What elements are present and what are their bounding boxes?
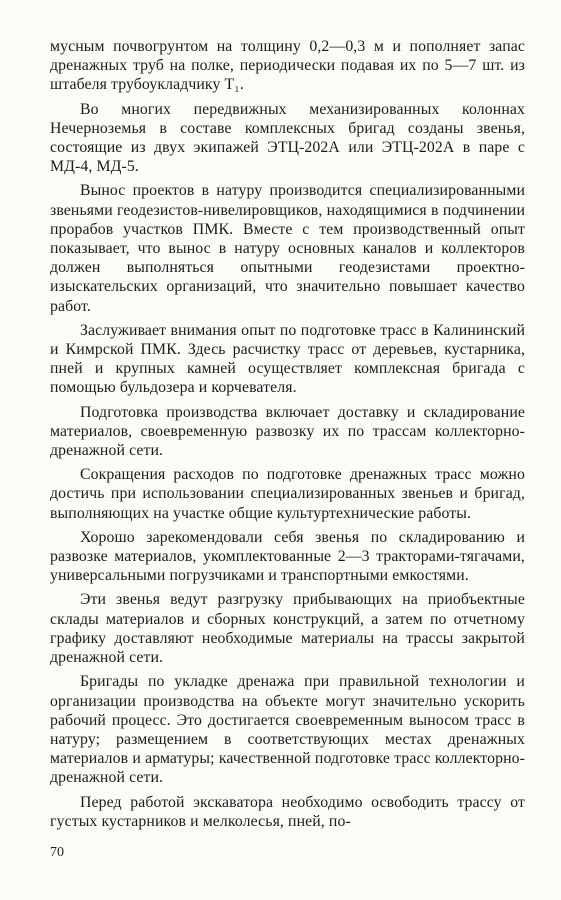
- paragraph-production-preparation: Подготовка производства включает доставку и складирование материалов, своевременную развозку их по трассам коллекторно-дренажной сети.: [50, 403, 525, 460]
- page-body: [50, 37, 525, 836]
- paragraph-cost-reduction: Сокращения расходов по подготовке дренажных трасс можно достичь при использовании специализированных звеньев и бригад, выполняющих на участке общие культуртехнические работы.: [50, 466, 525, 522]
- paragraph-excavator-work: Перед работой экскаватора необходимо освободить трассу от густых кустарников и мелколесья, пней, по-: [50, 793, 525, 830]
- paragraph-brigade-composition: Во многих передвижных механизированных колоннах Нечерноземья в составе комплексных бригад созданы звенья, состоящие из двух экипажей ЭТЦ-202А или ЭТЦ-202А в паре с МД-4, МД-5.: [50, 100, 525, 176]
- paragraph-drainage-brigades: Бригады по укладке дренажа при правильной технологии и организации производства на объекте могут значительно ускорить рабочий процесс. Это достигается своевременным выносом трасс в натуру; размещением в соответствующих местах дренажных материалов и арматуры; качественной подготовке трасс коллекторно-дренажной сети.: [50, 673, 525, 787]
- page-number: 70: [50, 845, 64, 860]
- paragraph-storage-units: Хорошо зарекомендовали себя звенья по складированию и развозке материалов, укомплектованные 2—3 тракторами-тягачами, универсальными погрузчиками и транспортными емкостями.: [50, 528, 525, 585]
- paragraph-project-layout: Вынос проектов в натуру производится специализированными звеньями геодезистов-нивелировщиков, находящимися в подчинении прорабов участков ПМК. Вместе с тем производственный опыт показывает, что вынос в натуру основных каналов и коллекторов должен выполняться опытными геодезистами проектно-изыскательских организаций, что значительно повышает качество работ.: [50, 182, 525, 315]
- paragraph-route-preparation: Заслуживает внимания опыт по подготовке трасс в Калининский и Кимрской ПМК. Здесь расчистку трасс от деревьев, кустарника, пней и крупных камней осуществляет комплексная бригада с помощью бульдозера и корчевателя.: [50, 321, 525, 397]
- paragraph-unloading: Эти звенья ведут разгрузку прибывающих на приобъектные склады материалов и сборных конструкций, а затем по отчетному графику доставляют необходимые материалы на трассы закрытой дренажной сети.: [50, 591, 525, 667]
- paragraph-continuation: мусным почвогрунтом на толщину 0,2—0,3 м и пополняет запас дренажных труб на полке, периодически подавая их по 5—7 шт. из штабеля трубоукладчику Т₁.: [50, 38, 525, 94]
